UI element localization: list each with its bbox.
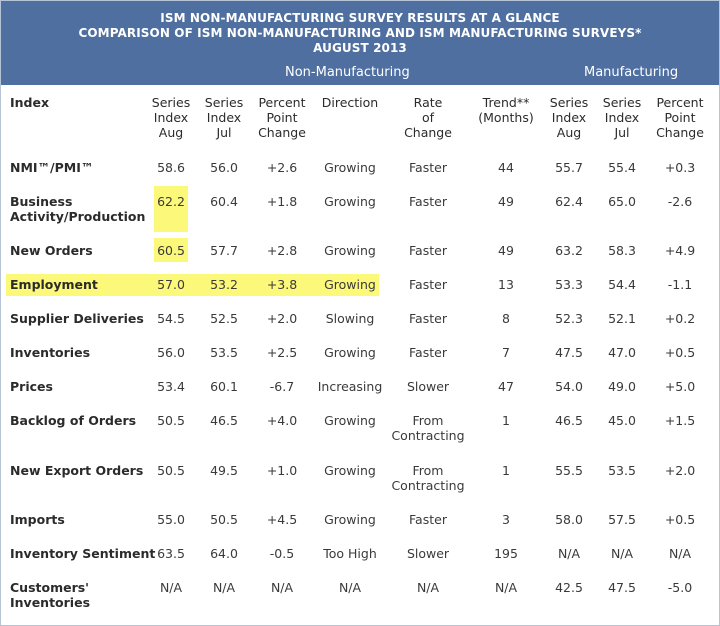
row-2-m_jul: 58.3 xyxy=(608,243,636,258)
header-chg-line-3: Change xyxy=(258,125,306,140)
row-3-m_chg: -1.1 xyxy=(667,277,693,292)
row-8-aug: 50.5 xyxy=(157,463,185,478)
header-aug-line-2: Index xyxy=(153,110,189,125)
row-9-m_jul: 57.5 xyxy=(608,512,636,527)
row-8-trend: 1 xyxy=(502,463,510,478)
row-2-chg: +2.8 xyxy=(266,243,298,258)
row-0-trend: 44 xyxy=(498,160,514,175)
row-2-rate-line-1: Faster xyxy=(409,243,447,258)
row-10-trend: 195 xyxy=(494,546,518,561)
row-8-jul: 49.5 xyxy=(210,463,238,478)
row-0-m_chg: +0.3 xyxy=(664,160,696,175)
row-3-rate-line-1: Faster xyxy=(409,277,447,292)
row-6-jul: 60.1 xyxy=(210,379,238,394)
row-6-aug: 53.4 xyxy=(157,379,185,394)
row-2-label-line-1: New Orders xyxy=(10,243,93,258)
row-7-trend: 1 xyxy=(502,413,510,428)
row-5-rate-line-1: Faster xyxy=(409,345,447,360)
row-10-m_jul: N/A xyxy=(610,546,634,561)
row-0-jul: 56.0 xyxy=(210,160,238,175)
row-0-m_jul: 55.4 xyxy=(608,160,636,175)
row-6-dir: Increasing xyxy=(317,379,383,394)
row-0-dir: Growing xyxy=(324,160,376,175)
row-0-chg: +2.6 xyxy=(266,160,298,175)
row-9-chg: +4.5 xyxy=(266,512,298,527)
row-6-label-line-1: Prices xyxy=(10,379,53,394)
row-11-m_chg: -5.0 xyxy=(667,580,693,595)
row-0-aug: 58.6 xyxy=(157,160,185,175)
row-9-m_chg: +0.5 xyxy=(664,512,696,527)
header-dir-line-1: Direction xyxy=(321,95,379,110)
row-3-label-line-1: Employment xyxy=(10,277,98,292)
row-2-m_chg: +4.9 xyxy=(664,243,696,258)
row-11-trend: N/A xyxy=(494,580,518,595)
row-11-rate-line-1: N/A xyxy=(416,580,440,595)
title-line-3: AUGUST 2013 xyxy=(313,41,407,55)
row-11-chg: N/A xyxy=(270,580,294,595)
row-10-aug: 63.5 xyxy=(157,546,185,561)
row-3-m_jul: 54.4 xyxy=(608,277,636,292)
row-5-label-line-1: Inventories xyxy=(10,345,91,360)
header-m_aug-line-2: Index xyxy=(551,110,587,125)
header-index: Index xyxy=(10,95,50,110)
section-header-bar xyxy=(1,62,719,84)
row-2-dir: Growing xyxy=(324,243,376,258)
row-7-rate-line-1: From xyxy=(412,413,444,428)
row-7-rate-line-2: Contracting xyxy=(391,428,465,443)
header-m_jul-line-2: Index xyxy=(604,110,640,125)
header-m_chg-line-3: Change xyxy=(656,125,704,140)
title-line-1: ISM NON-MANUFACTURING SURVEY RESULTS AT A GLANCE xyxy=(160,11,560,25)
row-6-m_jul: 49.0 xyxy=(608,379,636,394)
row-7-aug: 50.5 xyxy=(157,413,185,428)
row-9-label-line-1: Imports xyxy=(10,512,65,527)
row-6-chg: -6.7 xyxy=(269,379,295,394)
row-9-aug: 55.0 xyxy=(157,512,185,527)
row-8-label-line-1: New Export Orders xyxy=(10,463,144,478)
row-7-m_chg: +1.5 xyxy=(664,413,696,428)
header-m_chg-line-1: Percent xyxy=(656,95,704,110)
row-4-label-line-1: Supplier Deliveries xyxy=(10,311,144,326)
row-1-label-line-2: Activity/Production xyxy=(10,209,146,224)
section-nonmanufacturing: Non-Manufacturing xyxy=(285,65,410,80)
row-4-m_jul: 52.1 xyxy=(608,311,636,326)
row-3-trend: 13 xyxy=(498,277,514,292)
row-10-rate-line-1: Slower xyxy=(406,546,450,561)
row-11-label-line-2: Inventories xyxy=(10,595,91,610)
row-6-rate-line-1: Slower xyxy=(406,379,450,394)
row-5-jul: 53.5 xyxy=(210,345,238,360)
row-6-m_chg: +5.0 xyxy=(664,379,696,394)
row-0-m_aug: 55.7 xyxy=(555,160,583,175)
row-1-rate-line-1: Faster xyxy=(409,194,447,209)
header-m_jul-line-1: Series xyxy=(602,95,642,110)
header-m_jul-line-3: Jul xyxy=(614,125,630,140)
row-8-rate-line-2: Contracting xyxy=(391,478,465,493)
header-aug-line-1: Series xyxy=(151,95,191,110)
header-chg-line-1: Percent xyxy=(258,95,306,110)
header-m_aug-line-3: Aug xyxy=(556,125,582,140)
row-3-aug: 57.0 xyxy=(157,277,185,292)
row-9-dir: Growing xyxy=(324,512,376,527)
row-7-jul: 46.5 xyxy=(210,413,238,428)
row-9-jul: 50.5 xyxy=(210,512,238,527)
row-4-m_chg: +0.2 xyxy=(664,311,696,326)
row-6-m_aug: 54.0 xyxy=(555,379,583,394)
row-7-chg: +4.0 xyxy=(266,413,298,428)
row-2-m_aug: 63.2 xyxy=(555,243,583,258)
row-9-rate-line-1: Faster xyxy=(409,512,447,527)
row-1-m_jul: 65.0 xyxy=(608,194,636,209)
row-11-m_aug: 42.5 xyxy=(555,580,583,595)
row-4-m_aug: 52.3 xyxy=(555,311,583,326)
row-8-m_aug: 55.5 xyxy=(555,463,583,478)
row-8-chg: +1.0 xyxy=(266,463,298,478)
header-aug-line-3: Aug xyxy=(158,125,184,140)
row-8-m_chg: +2.0 xyxy=(664,463,696,478)
row-2-trend: 49 xyxy=(498,243,514,258)
row-5-dir: Growing xyxy=(324,345,376,360)
row-1-dir: Growing xyxy=(324,194,376,209)
row-4-trend: 8 xyxy=(502,311,510,326)
row-11-dir: N/A xyxy=(338,580,362,595)
row-5-m_aug: 47.5 xyxy=(555,345,583,360)
header-m_aug-line-1: Series xyxy=(549,95,589,110)
row-2-aug: 60.5 xyxy=(157,243,185,258)
row-5-m_chg: +0.5 xyxy=(664,345,696,360)
header-trend-line-2: (Months) xyxy=(478,110,534,125)
row-10-label-line-1: Inventory Sentiment xyxy=(10,546,156,561)
row-10-dir: Too High xyxy=(323,546,377,561)
title-line-2: COMPARISON OF ISM NON-MANUFACTURING AND ISM MANUFACTURING SURVEYS* xyxy=(78,26,642,40)
header-jul-line-3: Jul xyxy=(216,125,232,140)
header-chg-line-2: Point xyxy=(266,110,298,125)
row-7-dir: Growing xyxy=(324,413,376,428)
row-8-dir: Growing xyxy=(324,463,376,478)
row-3-chg: +3.8 xyxy=(266,277,298,292)
row-11-jul: N/A xyxy=(212,580,236,595)
row-4-dir: Slowing xyxy=(325,311,375,326)
row-2-jul: 57.7 xyxy=(210,243,238,258)
row-1-label-line-1: Business xyxy=(10,194,73,209)
row-10-m_aug: N/A xyxy=(557,546,581,561)
row-3-m_aug: 53.3 xyxy=(555,277,583,292)
row-7-m_jul: 45.0 xyxy=(608,413,636,428)
header-rate-line-3: Change xyxy=(404,125,452,140)
row-10-chg: -0.5 xyxy=(269,546,295,561)
row-8-m_jul: 53.5 xyxy=(608,463,636,478)
row-11-m_jul: 47.5 xyxy=(608,580,636,595)
row-5-trend: 7 xyxy=(502,345,510,360)
row-8-rate-line-1: From xyxy=(412,463,444,478)
row-9-m_aug: 58.0 xyxy=(555,512,583,527)
row-7-m_aug: 46.5 xyxy=(555,413,583,428)
row-6-trend: 47 xyxy=(498,379,514,394)
row-9-trend: 3 xyxy=(502,512,510,527)
row-1-chg: +1.8 xyxy=(266,194,298,209)
row-5-m_jul: 47.0 xyxy=(608,345,636,360)
row-11-label-line-1: Customers' xyxy=(10,580,90,595)
row-1-m_aug: 62.4 xyxy=(555,194,583,209)
header-jul-line-1: Series xyxy=(204,95,244,110)
row-1-m_chg: -2.6 xyxy=(667,194,693,209)
row-3-dir: Growing xyxy=(324,277,376,292)
row-0-rate-line-1: Faster xyxy=(409,160,447,175)
row-4-chg: +2.0 xyxy=(266,311,298,326)
header-rate-line-2: of xyxy=(421,110,435,125)
row-1-aug: 62.2 xyxy=(157,194,185,209)
row-10-m_chg: N/A xyxy=(668,546,692,561)
row-7-label-line-1: Backlog of Orders xyxy=(10,413,137,428)
row-5-aug: 56.0 xyxy=(157,345,185,360)
section-manufacturing: Manufacturing xyxy=(584,65,679,80)
row-5-chg: +2.5 xyxy=(266,345,298,360)
row-4-jul: 52.5 xyxy=(210,311,238,326)
row-11-aug: N/A xyxy=(159,580,183,595)
header-m_chg-line-2: Point xyxy=(664,110,696,125)
header-rate-line-1: Rate xyxy=(413,95,443,110)
header-jul-line-2: Index xyxy=(206,110,242,125)
row-3-jul: 53.2 xyxy=(210,277,238,292)
row-4-rate-line-1: Faster xyxy=(409,311,447,326)
row-1-jul: 60.4 xyxy=(210,194,238,209)
row-1-trend: 49 xyxy=(498,194,514,209)
row-0-label-line-1: NMI™/PMI™ xyxy=(10,160,94,175)
header-trend-line-1: Trend** xyxy=(482,95,530,110)
row-4-aug: 54.5 xyxy=(157,311,185,326)
row-10-jul: 64.0 xyxy=(210,546,238,561)
highlight-cell-1 xyxy=(154,186,188,232)
